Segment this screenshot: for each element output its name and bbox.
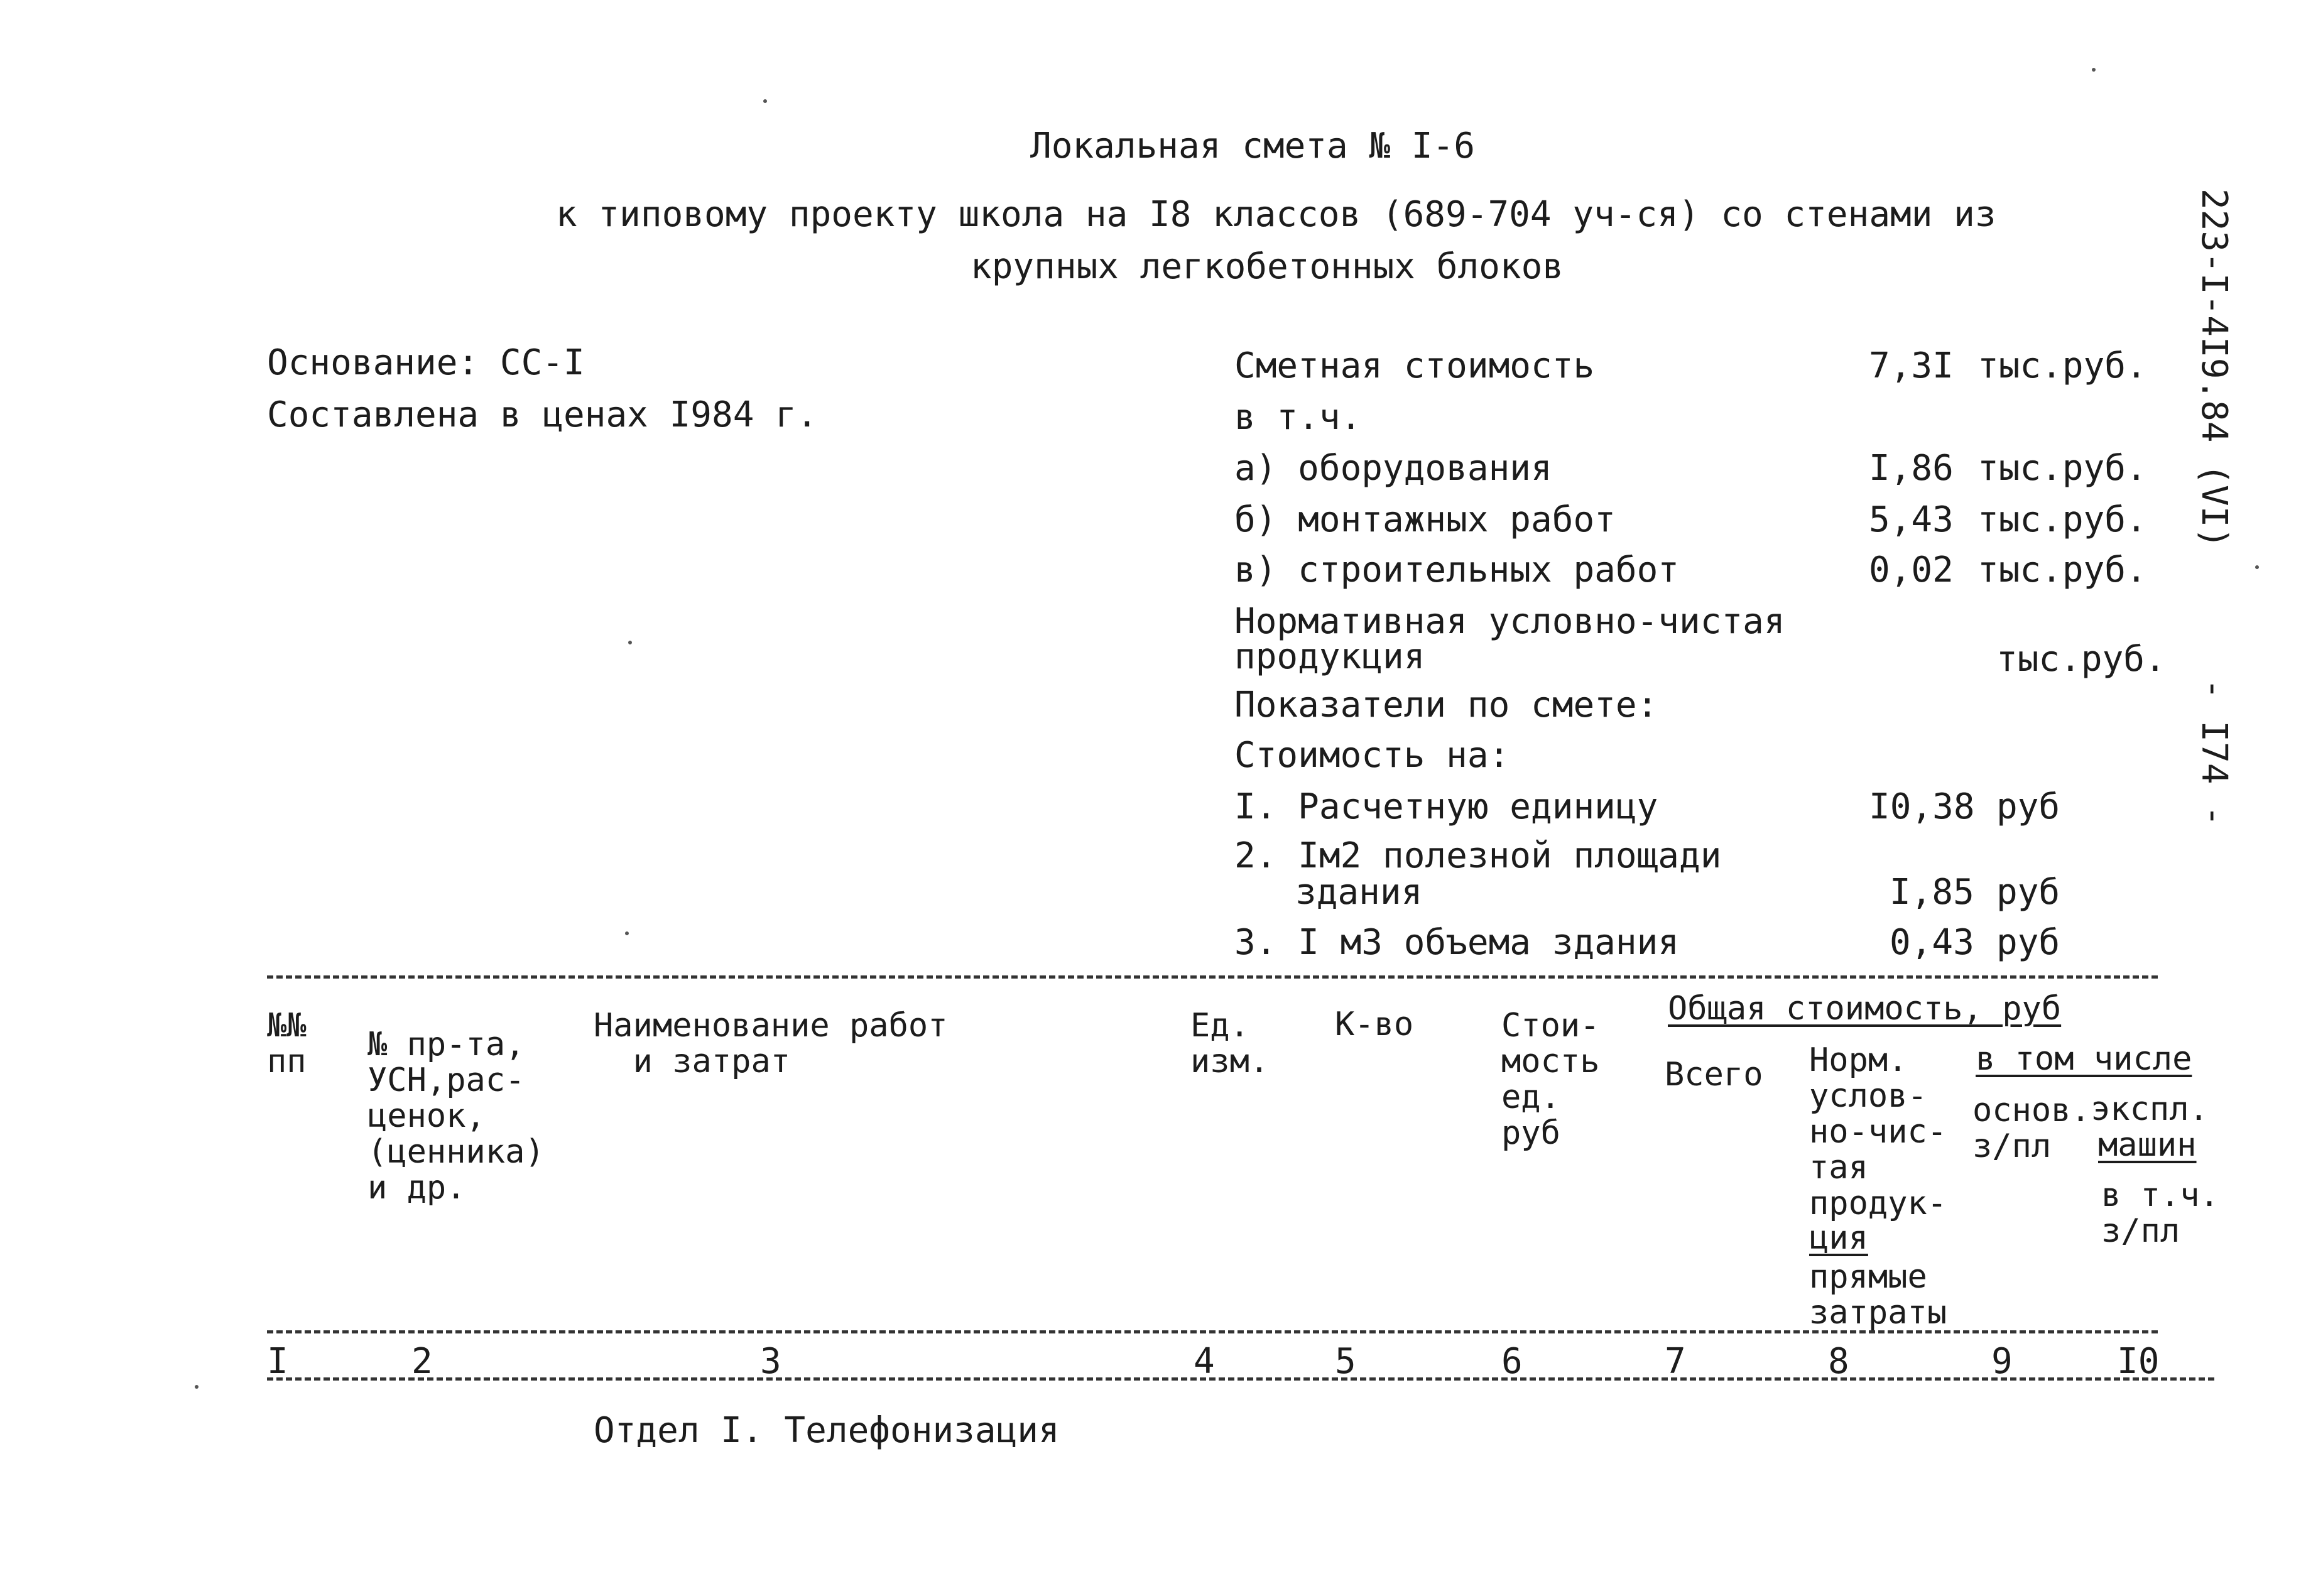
indicator-unit: руб [1996, 872, 2060, 913]
column-number: 3 [760, 1341, 781, 1382]
col-header-machines: машин [2098, 1126, 2197, 1164]
scan-speck [763, 99, 767, 103]
page-number-label: - I74 - [2194, 678, 2234, 827]
col-header-base-wages: основ. з/пл [1972, 1092, 2091, 1165]
including-label: в т.ч. [1234, 397, 1362, 438]
col-header-unit-cost: Стои- мость ед. руб [1501, 1007, 1600, 1152]
column-number: I [267, 1341, 288, 1382]
column-number: 6 [1501, 1341, 1523, 1382]
table-header-bottom-rule [267, 1330, 2158, 1333]
normative-product-label-line1: Нормативная условно-чистая [1234, 601, 1785, 642]
indicator-unit: руб [1996, 922, 2060, 963]
indicator-unit: руб [1996, 786, 2060, 827]
cost-on-label: Стоимость на: [1234, 735, 1510, 776]
table-top-rule [267, 975, 2158, 979]
estimated-cost-value: 7,3I [1869, 345, 1954, 386]
scan-speck [195, 1385, 199, 1389]
column-number: 7 [1665, 1341, 1686, 1382]
column-number: 4 [1194, 1341, 1215, 1382]
document-subtitle-line1: к типовому проекту школа на I8 классов (689-704 уч-ся) со стенами из [556, 194, 1996, 235]
cost-item-label: б) монтажных работ [1234, 499, 1616, 540]
indicators-label: Показатели по смете: [1234, 685, 1658, 725]
indicator-label-line1: 2. Iм2 полезной площади [1234, 835, 1722, 876]
document-title: Локальная смета № I-6 [1030, 126, 1476, 166]
normative-product-unit: тыс.руб. [1996, 639, 2166, 680]
cost-item-label: в) строительных работ [1234, 550, 1680, 590]
col-header-machine-wages: в т.ч. з/пл [2101, 1176, 2219, 1250]
cost-item-value: 0,02 [1869, 550, 1954, 590]
col-header-direct-costs: прямые затраты [1809, 1258, 1947, 1332]
scan-speck [2255, 565, 2259, 569]
section-title: Отдел I. Телефонизация [594, 1410, 1060, 1451]
cost-item-label: а) оборудования [1234, 448, 1552, 489]
column-number: 2 [411, 1341, 433, 1382]
indicator-value: I0,38 [1869, 786, 1975, 827]
cost-item-unit: тыс.руб. [1977, 550, 2147, 590]
cost-item-value: 5,43 [1869, 499, 1954, 540]
scan-speck [2092, 68, 2096, 72]
estimated-cost-unit: тыс.руб. [1977, 345, 2147, 386]
column-number: 8 [1828, 1341, 1849, 1382]
indicator-value: I,85 [1890, 872, 1974, 913]
indicator-value: 0,43 [1890, 922, 1974, 963]
scan-speck [628, 641, 632, 644]
col-header-quantity: К-во [1335, 1006, 1414, 1043]
indicator-label: I. Расчетную единицу [1234, 786, 1658, 827]
scan-speck [625, 931, 629, 935]
estimated-cost-label: Сметная стоимость [1234, 345, 1595, 386]
normative-product-label-line2: продукция [1234, 636, 1425, 677]
col-header-total: Всего [1665, 1056, 1763, 1094]
col-header-normative-product: Норм. услов- но-чис- тая продук- [1809, 1041, 1947, 1222]
project-code-label: 223-I-4I9.84 (VI) [2194, 188, 2234, 549]
indicator-label: 3. I м3 объема здания [1234, 922, 1680, 963]
col-header-normative-product-end: ция [1809, 1219, 1868, 1257]
col-header-reference: № пр-та, УСН,рас- ценок, (ценника) и др. [367, 1026, 545, 1207]
col-header-number: №№ пп [267, 1007, 307, 1080]
column-numbers-rule [267, 1377, 2214, 1381]
prices-year-label: Составлена в ценах I984 г. [267, 394, 818, 435]
column-number: I0 [2117, 1341, 2160, 1382]
col-header-name: Наименование работ и затрат [594, 1007, 948, 1080]
document-subtitle-line2: крупных легкобетонных блоков [971, 246, 1564, 287]
column-number: 5 [1335, 1341, 1356, 1382]
col-header-machine-operation: экспл. [2091, 1090, 2209, 1128]
col-header-unit: Ед. изм. [1190, 1007, 1270, 1080]
col-group-including: в том числе [1976, 1040, 2192, 1078]
column-number: 9 [1991, 1341, 2013, 1382]
indicator-label-line2: здания [1295, 872, 1423, 913]
basis-label: Основание: СС-I [267, 342, 585, 383]
cost-item-unit: тыс.руб. [1977, 448, 2147, 489]
cost-item-value: I,86 [1869, 448, 1954, 489]
cost-item-unit: тыс.руб. [1977, 499, 2147, 540]
col-group-total-cost: Общая стоимость, руб [1668, 990, 2062, 1028]
